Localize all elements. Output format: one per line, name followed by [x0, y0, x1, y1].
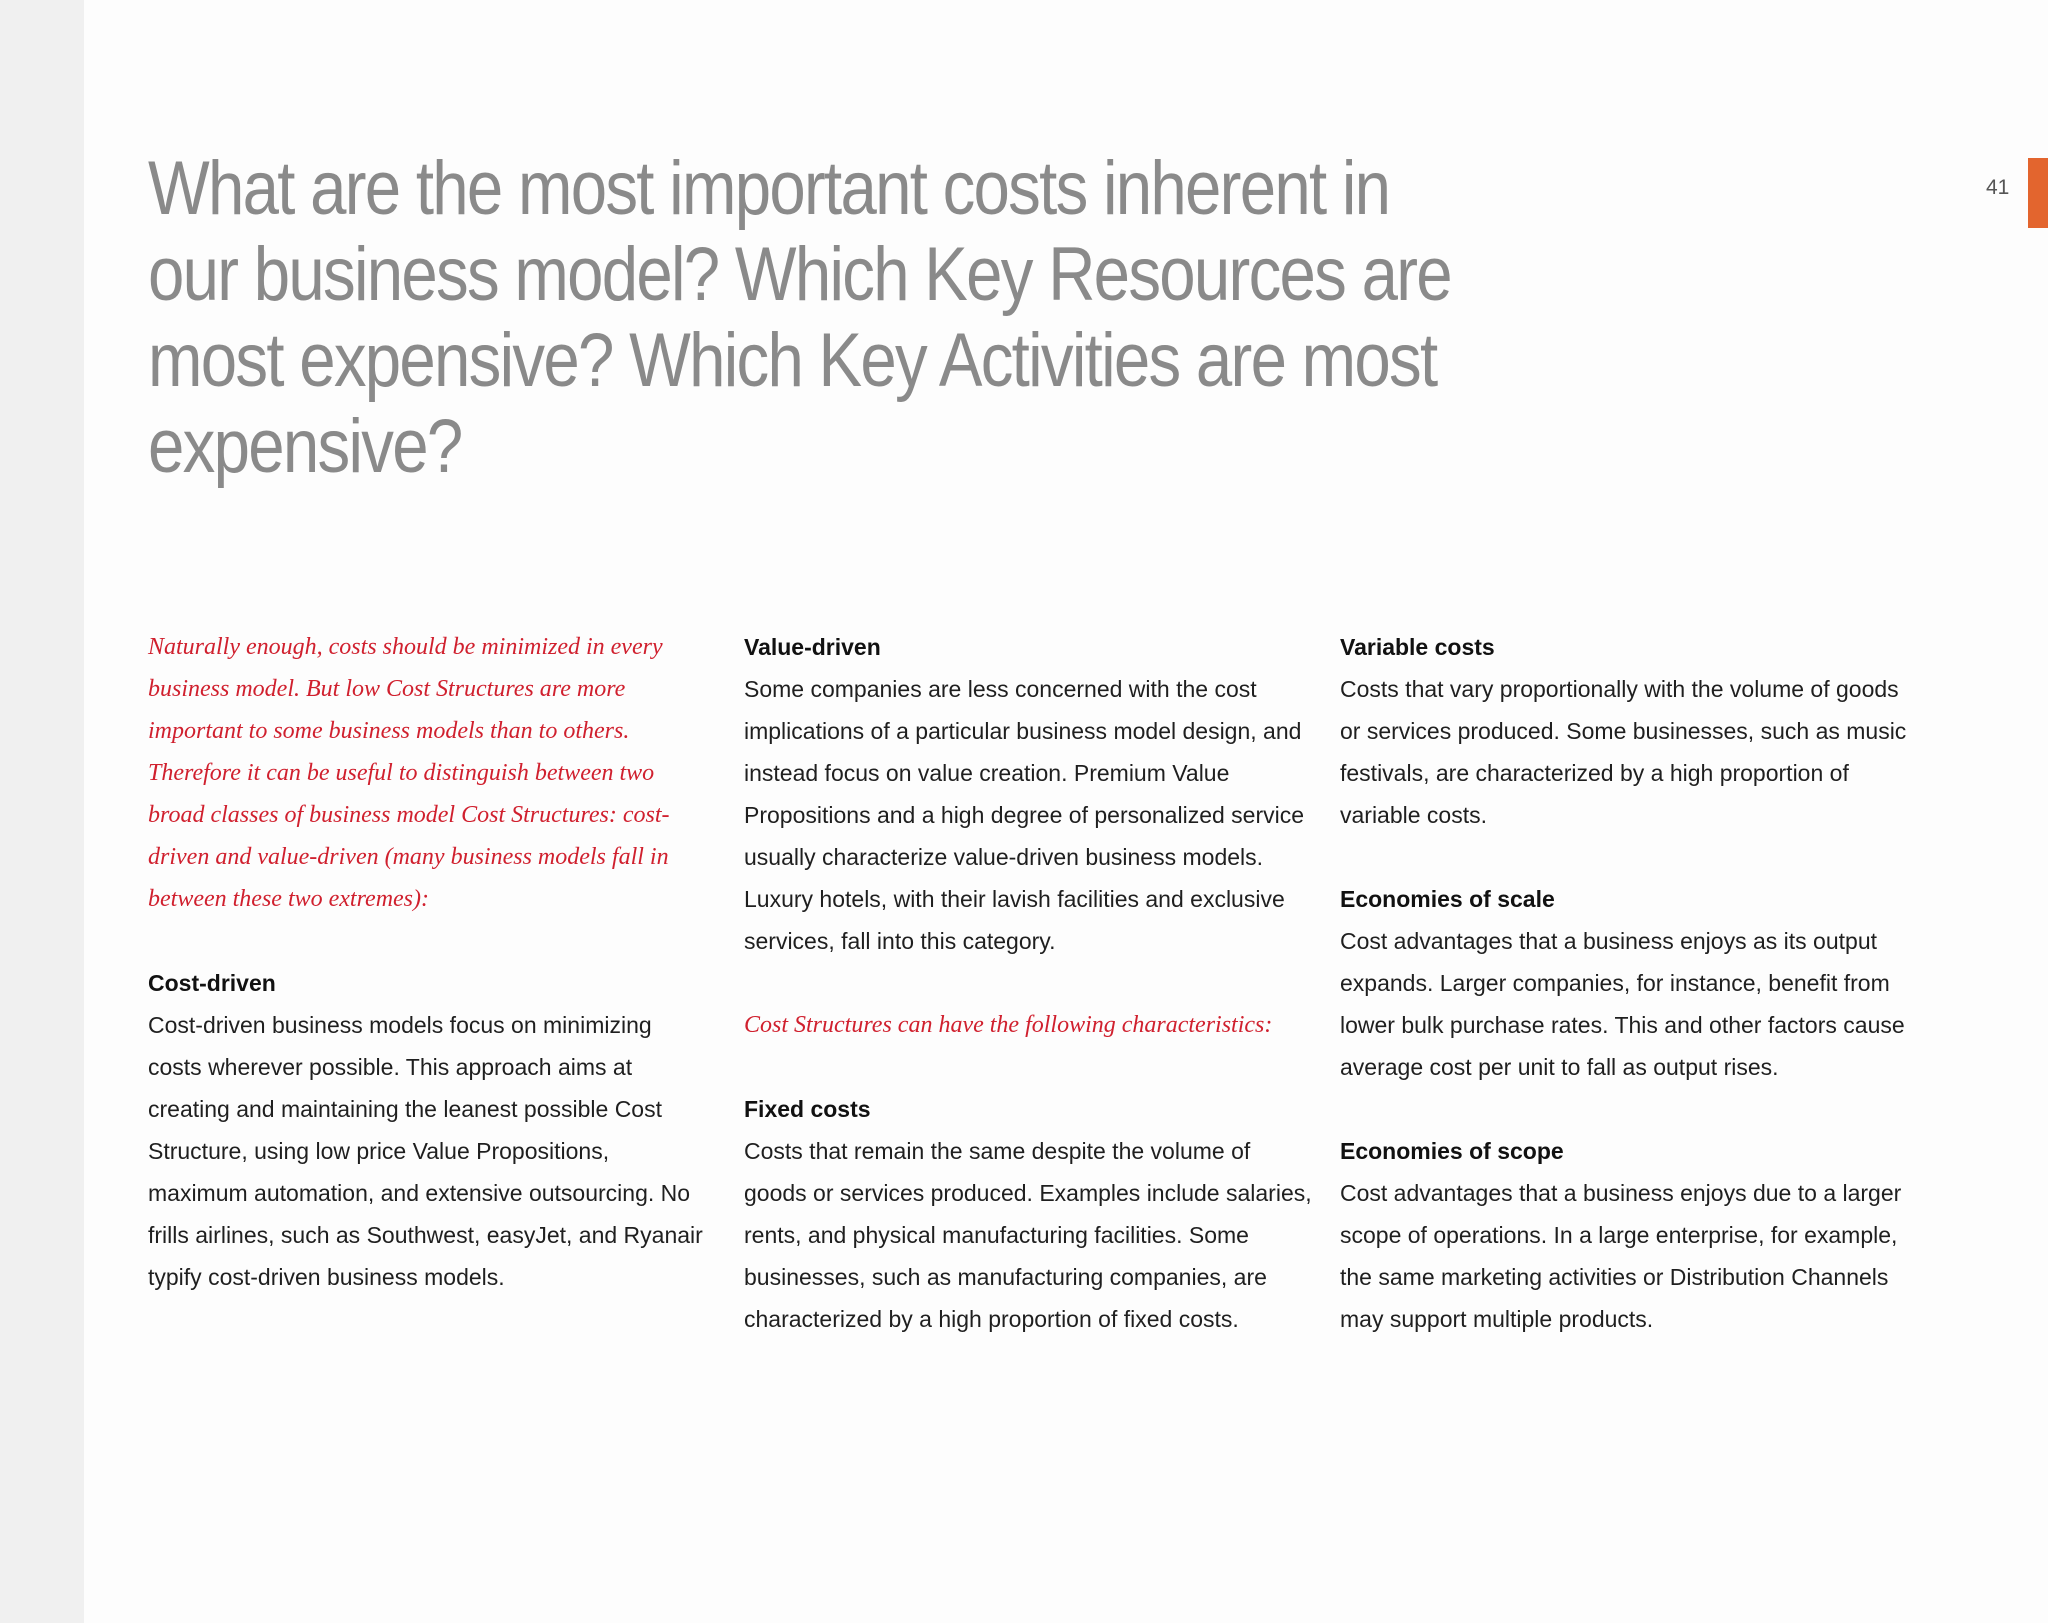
- economies-of-scope-heading: Economies of scope: [1340, 1138, 1564, 1164]
- cost-driven-body: Cost-driven business models focus on minimizing costs wherever possible. This approach aims at creating and maintaining the leanest possible Cost Structure, using low price Value Propositions, maximum automation, and extensive outsourcing. No frills airlines, such as Southwest, easyJet, and Ryanair typify cost-driven business models.: [148, 1012, 703, 1290]
- variable-costs-heading: Variable costs: [1340, 634, 1495, 660]
- economies-of-scale-body: Cost advantages that a business enjoys as its output expands. Larger companies, for instance, benefit from lower bulk purchase rates. This and other factors cause average cost per unit to fall as output rises.: [1340, 928, 1905, 1080]
- value-driven-heading: Value-driven: [744, 634, 881, 660]
- column-middle: [744, 626, 1314, 1340]
- fixed-costs-body: Costs that remain the same despite the volume of goods or services produced. Examples include salaries, rents, and physical manufacturing facilities. Some businesses, such as manufacturing companies, are characterized by a high proportion of fixed costs.: [744, 1138, 1312, 1332]
- variable-costs-body: Costs that vary proportionally with the volume of goods or services produced. Some businesses, such as music festivals, are characterized by a high proportion of variable costs.: [1340, 676, 1907, 828]
- fixed-costs-heading: Fixed costs: [744, 1096, 871, 1122]
- economies-of-scale-heading: Economies of scale: [1340, 886, 1555, 912]
- intro-paragraph: Naturally enough, costs should be minimized in every business model. But low Cost Structures are more important to some business models than to others. Therefore it can be useful to distinguish between two broad classes of business model Cost Structures: cost-driven and value-driven (many business models fall in between these two extremes):: [148, 634, 670, 912]
- cost-driven-heading: Cost-driven: [148, 970, 276, 996]
- value-driven-body: Some companies are less concerned with the cost implications of a particular business model design, and instead focus on value creation. Premium Value Propositions and a high degree of personalized service usually characterize value-driven business models. Luxury hotels, with their lavish facilities and exclusive services, fall into this category.: [744, 676, 1305, 954]
- column-left: [148, 626, 708, 1298]
- economies-of-scope-body: Cost advantages that a business enjoys due to a larger scope of operations. In a large enterprise, for example, the same marketing activities or Distribution Channels may support multiple products.: [1340, 1180, 1902, 1332]
- left-page-gutter: [0, 0, 84, 1623]
- column-right: [1340, 626, 1910, 1340]
- characteristics-lead: Cost Structures can have the following characteristics:: [744, 1012, 1273, 1038]
- page-headline: What are the most important costs inherent in our business model? Which Key Resources are most expensive? Which Key Activities are most expensive?: [148, 146, 1451, 489]
- page-number: 41: [1986, 176, 2010, 199]
- page-tab-marker: [2028, 158, 2048, 228]
